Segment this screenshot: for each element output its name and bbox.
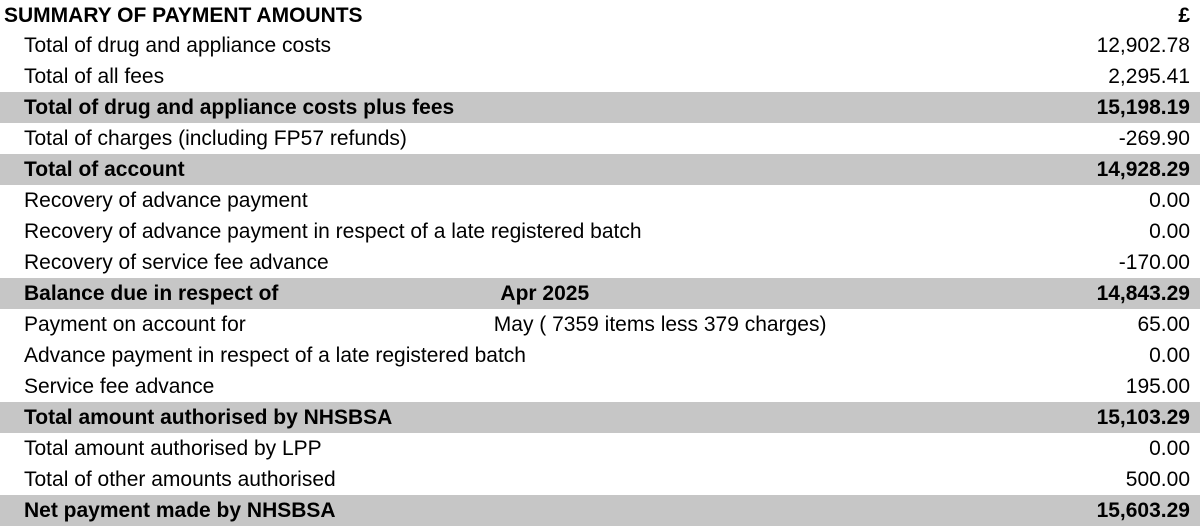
table-row-net-payment [0,495,1200,526]
row-period-detail: May ( 7359 items less 379 charges) [493,313,827,336]
table-row [0,216,1200,247]
table-row [0,30,1200,61]
row-label: Recovery of service fee advance [24,251,329,274]
page-title: SUMMARY OF PAYMENT AMOUNTS [4,3,363,27]
row-label: Total of account [24,158,185,181]
row-amount: 0.00 [1149,189,1190,212]
row-amount: 15,103.29 [1096,406,1190,429]
table-row-total [0,402,1200,433]
row-label: Total of charges (including FP57 refunds) [24,127,407,150]
row-label: Recovery of advance payment [24,189,308,212]
table-row [0,185,1200,216]
row-label: Service fee advance [24,375,215,398]
row-label: Total of other amounts authorised [24,468,336,491]
table-row [0,309,1200,340]
table-row-total [0,92,1200,123]
table-row-balance [0,278,1200,309]
row-label: Total amount authorised by NHSBSA [24,406,393,429]
row-label: Net payment made by NHSBSA [24,499,336,522]
row-amount: 195.00 [1125,375,1190,398]
row-amount: 0.00 [1149,344,1190,367]
row-amount: 0.00 [1149,220,1190,243]
row-amount: 0.00 [1149,437,1190,460]
row-period: Apr 2025 [500,282,590,305]
table-row [0,371,1200,402]
row-label: Payment on account for [24,313,246,336]
row-amount: 12,902.78 [1096,34,1190,57]
row-amount: 500.00 [1125,468,1190,491]
row-amount: 14,843.29 [1096,282,1190,305]
table-row [0,247,1200,278]
table-row [0,433,1200,464]
row-amount: 2,295.41 [1108,65,1190,88]
row-label: Balance due in respect of [24,282,279,305]
row-label: Total of drug and appliance costs [24,34,332,57]
row-label: Total of drug and appliance costs plus fees [24,96,455,119]
table-header-row [0,0,1200,30]
table-row [0,340,1200,371]
row-amount: 15,198.19 [1096,96,1190,119]
row-label: Total of all fees [24,65,165,88]
row-amount: -269.90 [1118,127,1190,150]
row-label: Recovery of advance payment in respect of a late registered batch [24,220,642,243]
table-row [0,123,1200,154]
table-row [0,61,1200,92]
row-label: Advance payment in respect of a late registered batch [24,344,526,367]
currency-symbol: £ [1178,3,1190,27]
table-row-total [0,154,1200,185]
row-amount: 65.00 [1137,313,1190,336]
table-row [0,464,1200,495]
row-amount: 15,603.29 [1096,499,1190,522]
row-label: Total amount authorised by LPP [24,437,322,460]
row-amount: -170.00 [1118,251,1190,274]
row-amount: 14,928.29 [1096,158,1190,181]
